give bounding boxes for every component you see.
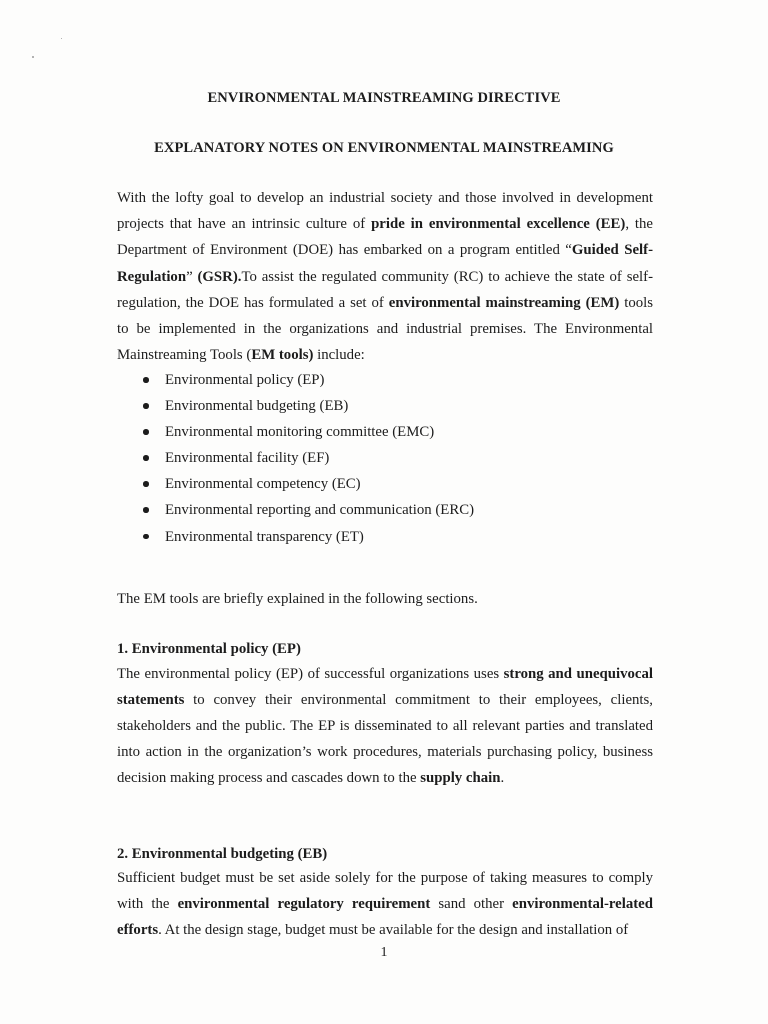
page-number: 1 (380, 945, 388, 960)
section-text: to convey their environmental commitment to their employees, clients, stakeholders and the public. The EP is disseminated to all relevant parties and translated into action in the organization’s work procedures, materials purchasing policy, business decision making process and cascades down to the (117, 692, 653, 786)
list-item (143, 524, 474, 550)
bullet-icon (143, 429, 149, 435)
section-text: . (500, 770, 505, 786)
list-item (143, 471, 474, 497)
section-body (117, 661, 653, 791)
intro-text: To assist the regulated community (RC) to achieve the state of self-regulation, the DOE has formulated a set of (117, 268, 653, 311)
list-item-label: Environmental competency (EC) (165, 476, 361, 493)
intro-paragraph (117, 185, 653, 368)
intro-emphasis: (GSR). (197, 268, 242, 285)
list-item-label: Environmental transparency (ET) (165, 528, 364, 545)
section-heading: 1. Environmental policy (EP) (117, 641, 301, 657)
scan-speck (61, 38, 62, 39)
list-item (143, 497, 474, 523)
bullet-icon (143, 455, 149, 461)
section-emphasis: supply chain (420, 770, 501, 786)
section-text: Sufficient budget must be set aside solely for the purpose of taking measures to comply with the (117, 870, 653, 912)
intro-text: With the lofty goal to develop an industrial society and those involved in development projects that have an intrinsic culture of (117, 190, 653, 233)
bullet-icon (143, 377, 149, 383)
bullet-icon (143, 507, 149, 513)
document-subtitle: EXPLANATORY NOTES ON ENVIRONMENTAL MAINSTREAMING (154, 140, 614, 156)
list-item-label: Environmental monitoring committee (EMC) (165, 424, 435, 441)
section-text: sand other (430, 896, 513, 912)
bullet-icon (143, 534, 149, 540)
list-item (143, 419, 474, 445)
section-emphasis: environmental regulatory requirement (177, 896, 431, 912)
section-text: . At the design stage, budget must be available for the design and installation of (158, 922, 629, 938)
bullet-icon (143, 481, 149, 487)
document-title: ENVIRONMENTAL MAINSTREAMING DIRECTIVE (207, 90, 561, 106)
list-item-label: Environmental policy (EP) (165, 372, 325, 388)
intro-emphasis: EM tools) (251, 347, 314, 364)
list-item (143, 445, 474, 471)
scan-speck (32, 56, 34, 58)
intro-emphasis: environmental mainstreaming (EM) (388, 294, 620, 311)
intro-text: include: (313, 347, 365, 364)
section-emphasis: environmental-related efforts (117, 896, 653, 938)
intro-emphasis: Guided Self-Regulation (117, 242, 653, 285)
list-item (143, 393, 474, 419)
intro-emphasis: pride in environmental excellence (EE) (371, 216, 626, 233)
em-tools-list (143, 367, 474, 550)
list-item (143, 367, 474, 393)
intro-text: ” (186, 268, 198, 285)
intro-text: tools to be implemented in the organizations and industrial premises. The Environmental Mainstreaming Tools ( (117, 294, 653, 364)
intro-text: , the Department of Environment (DOE) has embarked on a program entitled “ (117, 216, 653, 259)
list-item-label: Environmental reporting and communication (ERC) (165, 502, 475, 519)
summary-text: The EM tools are briefly explained in the following sections. (117, 591, 478, 607)
bullet-icon (143, 403, 149, 409)
section-emphasis: strong and unequivocal statements (117, 666, 653, 708)
list-item-label: Environmental facility (EF) (165, 450, 330, 467)
list-item-label: Environmental budgeting (EB) (165, 398, 349, 415)
section-heading: 2. Environmental budgeting (EB) (117, 846, 328, 862)
section-body (117, 865, 653, 943)
section-text: The environmental policy (EP) of successful organizations uses (117, 666, 504, 682)
